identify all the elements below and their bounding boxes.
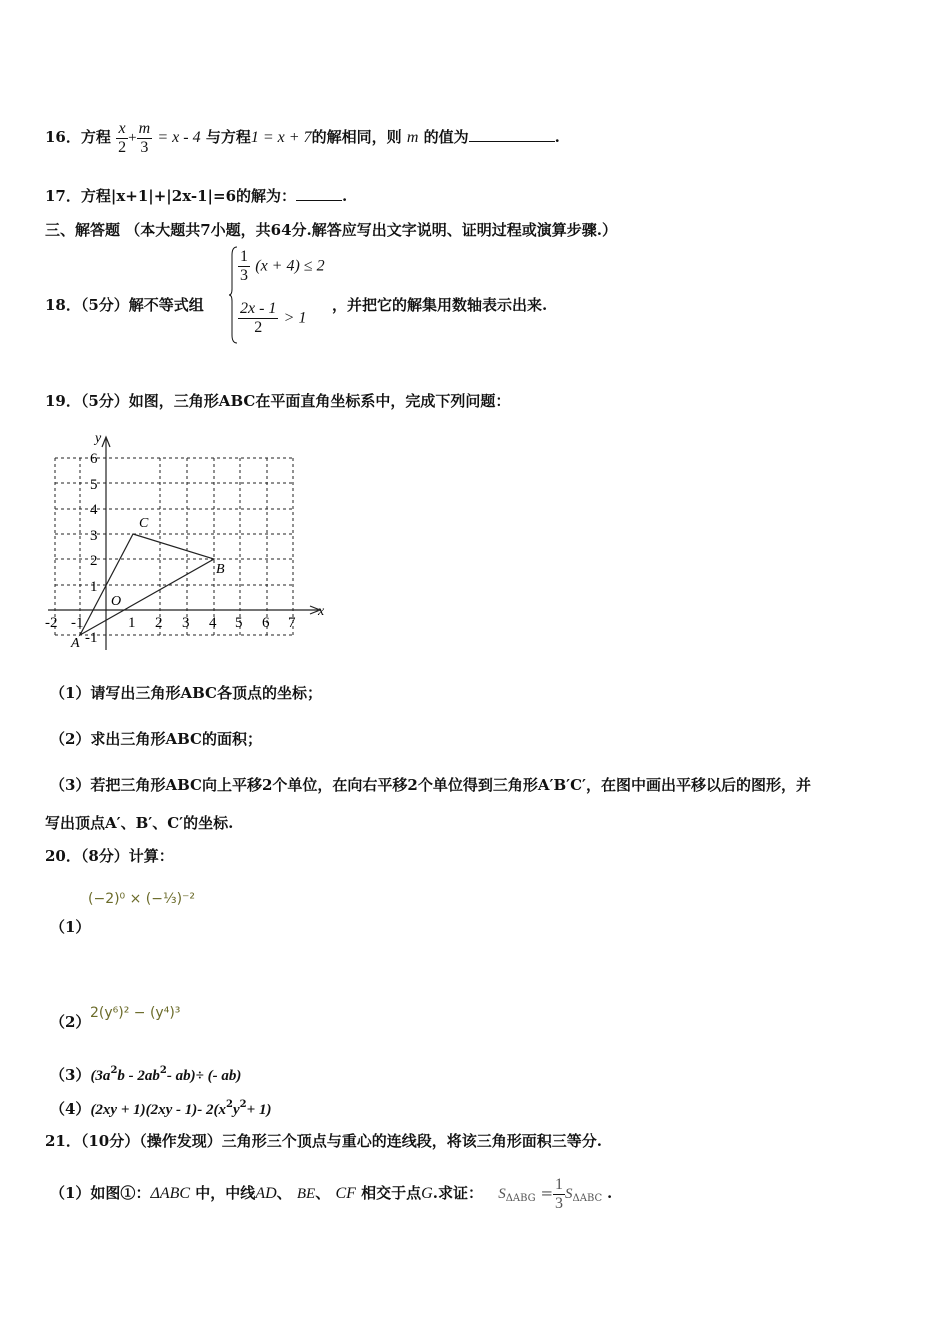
y-tick-5: 5 bbox=[90, 477, 98, 493]
question-17: 17．方程|x+1|+|2x-1|=6的解为： . bbox=[45, 187, 348, 205]
question-19: 19．（5分）如图，三角形ABC在平面直角坐标系中，完成下列问题： bbox=[45, 392, 511, 410]
x-tick-neg2: -2 bbox=[45, 615, 58, 631]
q16-eq2: 1 = x + 7 bbox=[250, 129, 312, 146]
x-tick-neg1: -1 bbox=[71, 615, 84, 631]
section-3-heading: 三、解答题 （本大题共7小题，共64分.解答应写出文字说明、证明过程或演算步骤.） bbox=[45, 221, 617, 239]
question-18-label: 18．（5分）解不等式组 bbox=[45, 296, 204, 314]
q20-expr-2: 2(y⁶)² − (y⁴)³ bbox=[90, 1005, 181, 1021]
y-tick-4: 4 bbox=[90, 502, 98, 518]
x-tick-1: 1 bbox=[128, 615, 136, 631]
q19-part-3-cont: 写出顶点A′、B′、C′的坐标. bbox=[45, 814, 234, 832]
x-tick-7: 7 bbox=[288, 615, 296, 631]
point-c-label: C bbox=[139, 516, 149, 531]
q21-part-1: （1）如图①：ΔABC 中，中线AD、 BE、 CF 相交于点G.求证： $S_{\Delta ABG}$ = $\frac{1}{3}$ $S_{\Delta ABC}$ . bbox=[50, 1175, 613, 1212]
q16-rhs: = x - 4 bbox=[157, 129, 201, 146]
x-tick-5: 5 bbox=[235, 615, 243, 631]
x-tick-3: 3 bbox=[182, 615, 190, 631]
origin-label: O bbox=[111, 594, 122, 609]
x-tick-4: 4 bbox=[209, 615, 217, 631]
q19-part-2: （2）求出三角形ABC的面积； bbox=[50, 730, 262, 748]
point-a-label: A bbox=[71, 636, 80, 651]
q19-part-1: （1）请写出三角形ABC各顶点的坐标； bbox=[50, 684, 322, 702]
x-tick-2: 2 bbox=[155, 615, 163, 631]
q16-answer-blank[interactable] bbox=[469, 141, 555, 142]
x-tick-6: 6 bbox=[262, 615, 270, 631]
y-tick-2: 2 bbox=[90, 553, 98, 569]
q19-part-3: （3）若把三角形ABC向上平移2个单位，在向右平移2个单位得到三角形A′B′C′，在图中画出平移以后的图形，并 bbox=[50, 776, 811, 794]
point-b-label: B bbox=[216, 562, 225, 577]
y-tick-3: 3 bbox=[90, 528, 98, 544]
question-16: 16．方程 $\frac{x}{2}$ + $\frac{m}{3}$ = x - 4 与方程1 = x + 7的解相同，则 m 的值为 . bbox=[45, 119, 560, 156]
q20-part-1-label: （1） bbox=[50, 918, 91, 936]
coordinate-graph bbox=[40, 425, 340, 655]
y-tick-6: 6 bbox=[90, 451, 98, 467]
y-axis-label: y bbox=[95, 431, 102, 446]
question-21: 21．（10分）（操作发现）三角形三个顶点与重心的连线段，将该三角形面积三等分. bbox=[45, 1132, 602, 1150]
q18-inequality-2: $\frac{2x - 1}{2}$ > 1 bbox=[240, 300, 307, 336]
y-tick-1: 1 bbox=[90, 579, 98, 595]
q17-answer-blank[interactable] bbox=[296, 200, 342, 201]
q20-part-3: $(3)(3a^2b - 2ab^2-$ ab)÷ (- ab) bbox=[50, 1065, 242, 1084]
q20-part-2-label: （2） bbox=[50, 1013, 91, 1031]
y-tick-neg1: -1 bbox=[85, 630, 98, 646]
question-20: 20．（8分）计算： bbox=[45, 847, 174, 865]
q20-expr-1: (−2)⁰ × (−⅓)⁻² bbox=[88, 891, 196, 907]
q18-tail: ，并把它的解集用数轴表示出来. bbox=[332, 296, 548, 314]
q16-frac-x2: $\frac{x}{2}$ bbox=[118, 119, 127, 156]
x-axis-label: x bbox=[318, 604, 325, 619]
q21-area-equation: $S_{\Delta ABG}$ = $\frac{1}{3}$ $S_{\Delta ABC}$ bbox=[498, 1175, 603, 1212]
q16-frac-m3: $\frac{m}{3}$ bbox=[138, 119, 151, 156]
q18-inequality-1: $\frac{1}{3}$ (x + 4) ≤ 2 bbox=[240, 248, 325, 284]
q16-label: 16．方程 bbox=[45, 128, 111, 146]
q20-part-4: （4）(2xy + 1)(2xy - 1)- $2(x^2y^2+ 1)$ bbox=[50, 1099, 272, 1118]
